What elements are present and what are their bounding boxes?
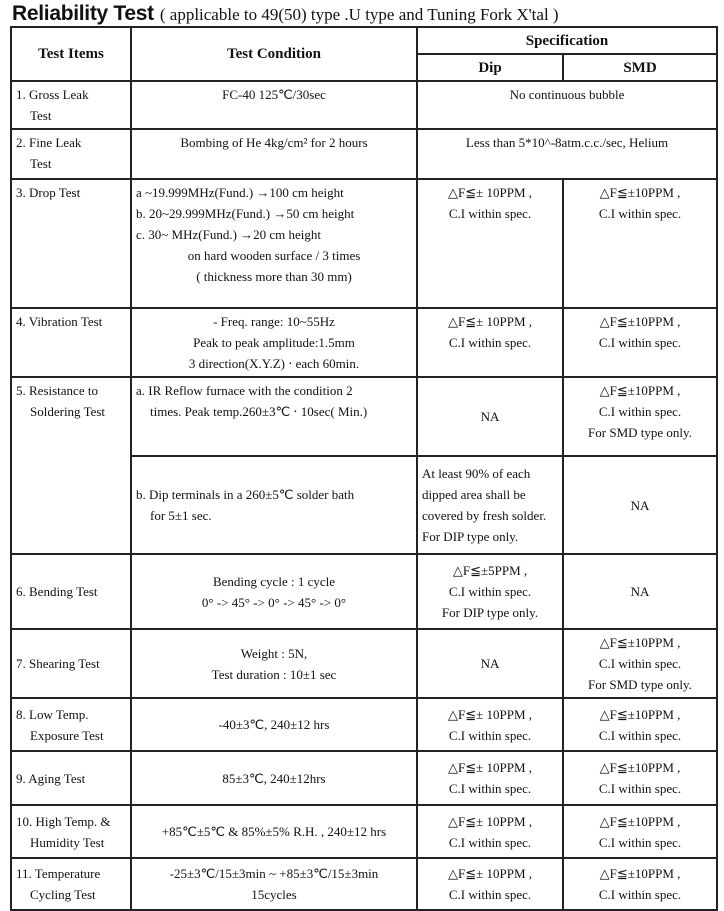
cell-line: C.I within spec.: [598, 834, 682, 850]
smd-spec-cell: [563, 456, 717, 554]
cell-line: C.I within spec.: [598, 887, 682, 902]
cell-line: Test: [30, 156, 52, 171]
test-item-cell: [11, 858, 131, 910]
cell-line: 11. Temperature: [16, 866, 101, 881]
header-test-items: Test Items: [11, 27, 131, 81]
table-row: [11, 858, 717, 910]
test-item-cell: [11, 81, 131, 129]
cell-line: FC-40 125℃/30sec: [222, 87, 326, 102]
test-item-cell: [11, 554, 131, 629]
smd-spec-cell: [563, 179, 717, 308]
cell-line: For SMD type only.: [588, 425, 692, 440]
cell-line: NA: [630, 584, 650, 599]
cell-line: 3. Drop Test: [16, 185, 81, 200]
table-row: [11, 629, 717, 698]
cell-line: C.I within spec.: [598, 335, 682, 350]
cell-line: b. 20~29.999MHz(Fund.) →50 cm height: [136, 206, 355, 221]
dip-spec-cell: [417, 308, 563, 377]
dip-spec-cell: [417, 179, 563, 308]
cell-line: Cycling Test: [30, 887, 96, 902]
dip-spec-cell: [417, 554, 563, 629]
table-row: [11, 179, 717, 308]
cell-line: For SMD type only.: [588, 677, 692, 692]
cell-line: Test: [30, 108, 52, 123]
test-item-cell: [11, 805, 131, 858]
specification-cell: Less than 5*10^-8atm.c.c./sec, Helium: [417, 129, 717, 179]
test-condition-cell: [131, 81, 417, 129]
smd-spec-cell: [563, 698, 717, 751]
test-condition-cell: [131, 629, 417, 698]
cell-line: 10. High Temp. &: [16, 813, 111, 829]
cell-line: For DIP type only.: [422, 529, 519, 544]
cell-line: c. 30~ MHz(Fund.) →20 cm height: [136, 227, 322, 242]
smd-spec-cell: [563, 377, 717, 456]
cell-line: +85℃±5℃ & 85%±5% R.H. , 240±12 hrs: [161, 824, 387, 839]
test-item-cell: [11, 751, 131, 805]
table-row: [11, 805, 717, 858]
cell-line: -40±3℃, 240±12 hrs: [218, 717, 330, 732]
cell-line: Bombing of He 4kg/cm² for 2 hours: [180, 135, 368, 150]
cell-line: 8. Low Temp.: [16, 706, 89, 722]
cell-line: △F≦±10PPM ,: [599, 383, 681, 398]
cell-line: C.I within spec.: [448, 887, 532, 902]
cell-line: C.I within spec.: [448, 727, 532, 743]
cell-line: -25±3℃/15±3min ~ +85±3℃/15±3min: [169, 866, 379, 881]
test-item-cell: [11, 698, 131, 751]
header-specification: Specification: [417, 27, 717, 54]
header-smd: SMD: [563, 54, 717, 81]
cell-line: △F≦± 10PPM ,: [447, 706, 533, 722]
test-item-cell: [11, 308, 131, 377]
test-condition-cell: [131, 456, 417, 554]
cell-line: a ~19.999MHz(Fund.) →100 cm height: [136, 185, 344, 200]
test-condition-cell: [131, 698, 417, 751]
cell-line: 6. Bending Test: [16, 584, 98, 599]
dip-spec-cell: [417, 698, 563, 751]
cell-line: on hard wooden surface / 3 times: [187, 248, 361, 263]
smd-spec-cell: [563, 629, 717, 698]
dip-spec-cell: [417, 751, 563, 805]
cell-line: Soldering Test: [30, 404, 106, 419]
cell-line: △F≦±10PPM ,: [599, 314, 681, 329]
table-row: [11, 308, 717, 377]
test-condition-cell: [131, 377, 417, 456]
cell-line: 15cycles: [251, 887, 297, 902]
cell-line: 9. Aging Test: [16, 770, 86, 786]
cell-line: △F≦±5PPM ,: [452, 563, 528, 578]
cell-line: △F≦± 10PPM ,: [447, 185, 533, 200]
cell-line: C.I within spec.: [598, 404, 682, 419]
cell-line: 1. Gross Leak: [16, 87, 89, 102]
test-item-cell: [11, 179, 131, 308]
cell-line: For DIP type only.: [441, 605, 539, 620]
cell-line: △F≦±10PPM ,: [599, 813, 681, 829]
header-test-condition: Test Condition: [131, 27, 417, 81]
cell-line: C.I within spec.: [448, 834, 532, 850]
cell-line: △F≦± 10PPM ,: [447, 866, 533, 881]
cell-line: At least 90% of each: [422, 466, 531, 481]
cell-line: C.I within spec.: [598, 781, 682, 796]
cell-line: C.I within spec.: [598, 206, 682, 221]
test-condition-cell: [131, 751, 417, 805]
cell-line: △F≦±10PPM ,: [599, 185, 681, 200]
test-condition-cell: [131, 554, 417, 629]
smd-spec-cell: [563, 805, 717, 858]
smd-spec-cell: [563, 858, 717, 910]
test-item-cell: [11, 129, 131, 179]
cell-line: △F≦±10PPM ,: [599, 760, 681, 775]
cell-line: covered by fresh solder.: [422, 508, 547, 523]
cell-line: dipped area shall be: [422, 487, 526, 502]
cell-line: Peak to peak amplitude:1.5mm: [193, 335, 355, 350]
table-row: [11, 698, 717, 751]
dip-spec-cell: [417, 456, 563, 554]
cell-line: △F≦±10PPM ,: [599, 635, 681, 650]
cell-line: times. Peak temp.260±3℃ ‧ 10sec( Min.): [150, 404, 368, 419]
specification-cell: No continuous bubble: [417, 81, 717, 129]
cell-line: C.I within spec.: [448, 584, 532, 599]
cell-line: Weight : 5N,: [240, 645, 308, 661]
cell-line: NA: [480, 656, 500, 671]
smd-spec-cell: [563, 308, 717, 377]
cell-line: b. Dip terminals in a 260±5℃ solder bath: [136, 487, 355, 502]
cell-line: C.I within spec.: [448, 206, 532, 221]
test-condition-cell: [131, 308, 417, 377]
table-row: [11, 751, 717, 805]
cell-line: △F≦±10PPM ,: [599, 706, 681, 722]
test-condition-cell: [131, 805, 417, 858]
test-condition-cell: [131, 129, 417, 179]
smd-spec-cell: [563, 554, 717, 629]
cell-line: C.I within spec.: [598, 727, 682, 743]
subtitle-text: ( applicable to 49(50) type .U type and Tuning Fork X'tal ): [159, 5, 559, 24]
dip-spec-cell: [417, 805, 563, 858]
cell-line: 5. Resistance to: [16, 383, 98, 398]
cell-line: △F≦±10PPM ,: [599, 866, 681, 881]
cell-line: a. IR Reflow furnace with the condition 2: [136, 383, 353, 398]
smd-spec-cell: [563, 751, 717, 805]
cell-line: - Freq. range: 10~55Hz: [213, 314, 335, 329]
cell-line: C.I within spec.: [598, 656, 682, 671]
header-dip: Dip: [417, 54, 563, 81]
header-row: [11, 27, 717, 54]
table-row: [11, 81, 717, 129]
dip-spec-cell: [417, 377, 563, 456]
test-condition-cell: [131, 858, 417, 910]
cell-line: Bending cycle : 1 cycle: [212, 573, 335, 589]
cell-line: C.I within spec.: [448, 335, 532, 350]
test-condition-cell: [131, 179, 417, 308]
cell-line: 3 direction(X.Y.Z) ‧ each 60min.: [188, 356, 360, 371]
title-text: Reliability Test: [12, 2, 154, 25]
table-row: [11, 554, 717, 629]
cell-line: △F≦± 10PPM ,: [447, 760, 533, 775]
cell-line: 0° -> 45° -> 0° -> 45° -> 0°: [201, 594, 347, 610]
document-title: [12, 2, 559, 26]
cell-line: 2. Fine Leak: [16, 135, 82, 150]
test-item-cell: [11, 377, 131, 554]
cell-line: NA: [630, 497, 650, 513]
cell-line: 7. Shearing Test: [16, 656, 100, 671]
test-item-cell: [11, 629, 131, 698]
cell-line: Exposure Test: [30, 727, 104, 743]
cell-line: for 5±1 sec.: [150, 508, 212, 523]
reliability-table: [10, 26, 718, 911]
cell-line: △F≦± 10PPM ,: [447, 314, 533, 329]
cell-line: 85±3℃, 240±12hrs: [222, 770, 326, 786]
dip-spec-cell: [417, 629, 563, 698]
cell-line: ( thickness more than 30 mm): [196, 269, 352, 284]
cell-line: Humidity Test: [30, 834, 105, 850]
cell-line: Test duration : 10±1 sec: [211, 666, 337, 682]
cell-line: C.I within spec.: [448, 781, 532, 796]
cell-line: NA: [480, 409, 500, 424]
table-row: [11, 377, 717, 456]
dip-spec-cell: [417, 858, 563, 910]
table-row: [11, 129, 717, 179]
cell-line: 4. Vibration Test: [16, 314, 103, 329]
cell-line: △F≦± 10PPM ,: [447, 813, 533, 829]
